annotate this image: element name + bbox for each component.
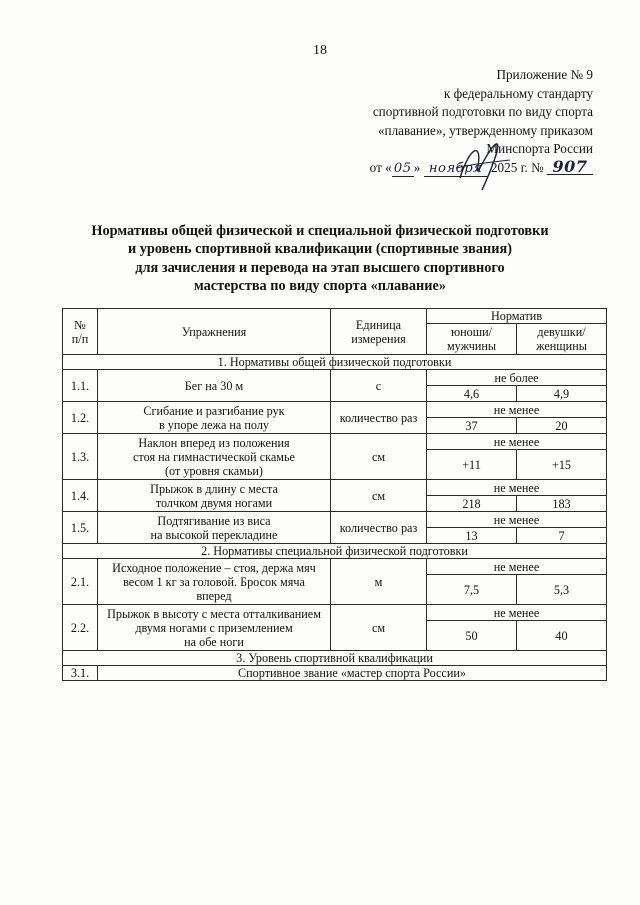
- title-line: Нормативы общей физической и специальной физической подготовки: [91, 223, 549, 239]
- row-exercise: Бег на 30 м: [98, 370, 331, 402]
- header-norm: Норматив: [427, 309, 607, 324]
- table-row: [63, 559, 607, 575]
- row-num: 2.2.: [63, 605, 98, 651]
- row-value-girls: 5,3: [517, 575, 607, 605]
- table-row: [63, 434, 607, 450]
- table-row: [63, 480, 607, 496]
- row-value-boys: 7,5: [427, 575, 517, 605]
- rank-text: Спортивное звание «мастер спорта России»: [98, 666, 607, 681]
- approval-block: [293, 66, 593, 178]
- row-num: 1.5.: [63, 512, 98, 544]
- row-condition: не менее: [427, 402, 607, 418]
- table-row: [63, 605, 607, 621]
- row-condition: не менее: [427, 559, 607, 575]
- header-unit: Единица измерения: [331, 309, 427, 355]
- row-value-girls: 183: [517, 496, 607, 512]
- row-unit: количество раз: [331, 402, 427, 434]
- row-exercise: Подтягивание из виса на высокой перекладине: [98, 512, 331, 544]
- row-unit: количество раз: [331, 512, 427, 544]
- date-year: 2025 г. №: [490, 159, 544, 175]
- date-mid: »: [413, 159, 421, 175]
- row-unit: см: [331, 480, 427, 512]
- signature-mark: [452, 138, 512, 193]
- date-prefix: от «: [369, 159, 392, 175]
- header-girls: девушки/ женщины: [517, 324, 607, 355]
- approval-line: Минспорта России: [486, 141, 593, 157]
- section-row: [63, 544, 607, 559]
- row-value-girls: +15: [517, 450, 607, 480]
- row-unit: см: [331, 434, 427, 480]
- row-condition: не более: [427, 370, 607, 386]
- row-num: 1.3.: [63, 434, 98, 480]
- row-condition: не менее: [427, 512, 607, 528]
- section-row: [63, 355, 607, 370]
- row-value-girls: 7: [517, 528, 607, 544]
- row-value-boys: 50: [427, 621, 517, 651]
- table-row: [63, 512, 607, 528]
- table-row: [63, 370, 607, 386]
- row-value-boys: +11: [427, 450, 517, 480]
- section-row: [63, 651, 607, 666]
- handwritten-month: ноября: [424, 161, 488, 177]
- document-title: [0, 222, 640, 296]
- row-num: 1.4.: [63, 480, 98, 512]
- approval-line: «плавание», утвержденному приказом: [377, 122, 593, 138]
- title-line: для зачисления и перевода на этап высшего спортивного: [135, 259, 505, 276]
- row-value-girls: 4,9: [517, 386, 607, 402]
- table-row: [63, 402, 607, 418]
- page-number: 18: [313, 43, 327, 58]
- row-num: 2.1.: [63, 559, 98, 605]
- row-value-boys: 37: [427, 418, 517, 434]
- row-condition: не менее: [427, 434, 607, 450]
- approval-date-line: [293, 156, 593, 178]
- row-exercise: Прыжок в высоту с места отталкиванием двумя ногами с приземлением на обе ноги: [98, 605, 331, 651]
- row-value-boys: 218: [427, 496, 517, 512]
- title-line: и уровень спортивной квалификации (спортивные звания): [127, 241, 513, 258]
- row-exercise: Наклон вперед из положения стоя на гимнастической скамье (от уровня скамьи): [98, 434, 331, 480]
- title-line: мастерства по виду спорта «плавание»: [194, 278, 446, 295]
- approval-line: Приложение № 9: [496, 67, 593, 82]
- handwritten-day: 05: [392, 161, 414, 177]
- norms-table: [62, 308, 607, 681]
- header-exercise: Упражнения: [98, 309, 331, 355]
- row-condition: не менее: [427, 605, 607, 621]
- section-title: 3. Уровень спортивной квалификации: [63, 651, 607, 666]
- table-header-row: [63, 309, 607, 324]
- row-unit: см: [331, 605, 427, 651]
- row-exercise: Прыжок в длину с места толчком двумя ногами: [98, 480, 331, 512]
- row-unit: м: [331, 559, 427, 605]
- section-title: 1. Нормативы общей физической подготовки: [63, 355, 607, 370]
- row-value-girls: 40: [517, 621, 607, 651]
- row-value-girls: 20: [517, 418, 607, 434]
- row-num: 3.1.: [63, 666, 98, 681]
- row-value-boys: 13: [427, 528, 517, 544]
- row-num: 1.1.: [63, 370, 98, 402]
- header-boys: юноши/ мужчины: [427, 324, 517, 355]
- row-exercise: Исходное положение – стоя, держа мяч весом 1 кг за головой. Бросок мяча вперед: [98, 559, 331, 605]
- section-title: 2. Нормативы специальной физической подготовки: [63, 544, 607, 559]
- row-num: 1.2.: [63, 402, 98, 434]
- approval-line: спортивной подготовки по виду спорта: [372, 104, 593, 120]
- rank-row: [63, 666, 607, 681]
- row-unit: с: [331, 370, 427, 402]
- row-value-boys: 4,6: [427, 386, 517, 402]
- row-condition: не менее: [427, 480, 607, 496]
- row-exercise: Сгибание и разгибание рук в упоре лежа на полу: [98, 402, 331, 434]
- approval-line: к федеральному стандарту: [443, 85, 593, 101]
- handwritten-number: 907: [547, 159, 593, 175]
- header-num: № п/п: [63, 309, 98, 355]
